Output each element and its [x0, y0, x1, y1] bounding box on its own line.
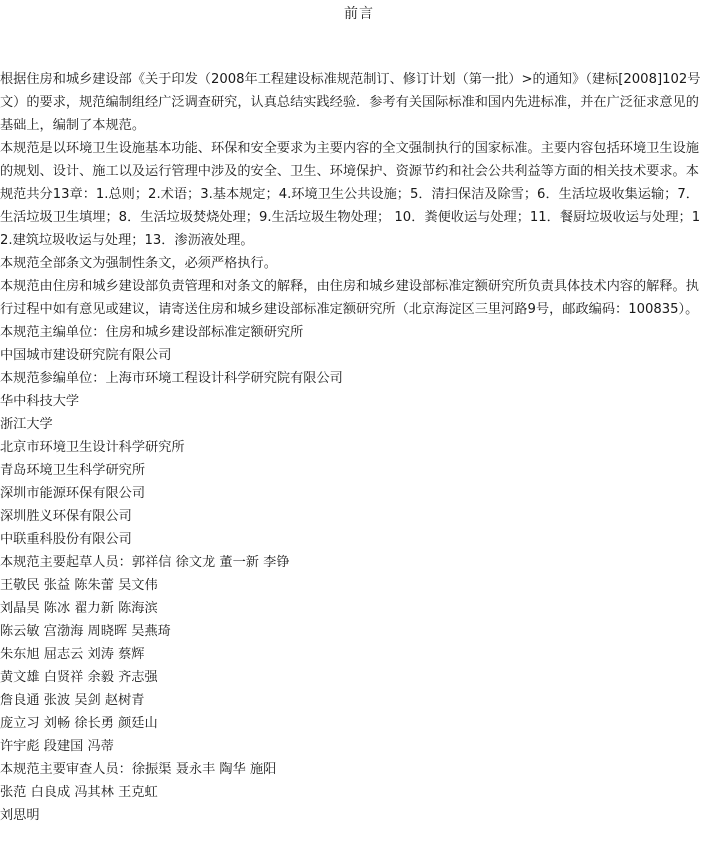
paragraph-management: 本规范由住房和城乡建设部负责管理和对条文的解释，由住房和城乡建设部标准定额研究所负责具体技术内容的解释。执行过程中如有意见或建议，请寄送住房和城乡建设部标准定额研究所（北京海淀区三里河路9号，邮政编码：100835）。 — [0, 279, 699, 317]
chief-editor-unit-line: 本规范主编单位：住房和城乡建设部标准定额研究所 — [0, 325, 304, 340]
participating-unit-line: 浙江大学 — [0, 417, 53, 432]
participating-unit-line: 深圳市能源环保有限公司 — [0, 486, 146, 501]
drafter-line: 王敬民 张益 陈朱蕾 吴文伟 — [0, 578, 158, 593]
reviewer-line: 刘思明 — [0, 808, 40, 823]
document-body — [0, 68, 712, 827]
drafter-line: 詹良通 张波 吴剑 赵树青 — [0, 693, 145, 708]
drafter-line: 黄文雄 白贤祥 余毅 齐志强 — [0, 670, 158, 685]
paragraph-basis: 根据住房和城乡建设部《关于印发（2008年工程建设标准规范制订、修订计划（第一批）>的通知》（建标[2008]102号文）的要求，规范编制组经广泛调查研究，认真总结实践经验．参考有关国际标准和国内先进标准，并在广泛征求意见的基础上，编制了本规范。 — [0, 72, 701, 133]
participating-unit-line: 深圳胜义环保有限公司 — [0, 509, 132, 524]
drafter-line: 朱东旭 屈志云 刘涛 蔡辉 — [0, 647, 145, 662]
participating-unit-line: 青岛环境卫生科学研究所 — [0, 463, 146, 478]
drafter-line: 刘晶昊 陈冰 翟力新 陈海滨 — [0, 601, 158, 616]
participating-unit-line: 中联重科股份有限公司 — [0, 532, 132, 547]
paragraph-mandatory: 本规范全部条文为强制性条文，必须严格执行。 — [0, 256, 277, 271]
reviewer-line: 张范 白良成 冯其林 王克虹 — [0, 785, 158, 800]
drafter-line: 陈云敏 宫渤海 周晓晖 吴燕琦 — [0, 624, 171, 639]
participating-unit-line: 本规范参编单位：上海市环境工程设计科学研究院有限公司 — [0, 371, 343, 386]
page-title: 前言 — [344, 6, 374, 22]
participating-unit-line: 北京市环境卫生设计科学研究所 — [0, 440, 185, 455]
drafter-line: 许宇彪 段建国 冯蒂 — [0, 739, 114, 754]
drafter-line: 庞立习 刘畅 徐长勇 颜廷山 — [0, 716, 158, 731]
chief-editor-unit-line: 中国城市建设研究院有限公司 — [0, 348, 172, 363]
paragraph-scope: 本规范是以环境卫生设施基本功能、环保和安全要求为主要内容的全文强制执行的国家标准。主要内容包括环境卫生设施的规划、设计、施工以及运行管理中涉及的安全、卫生、环境保护、资源节约和社会公共利益等方面的相关技术要求。本规范共分13章：1.总则；2.术语；3.基本规定；4.环境卫生公共设施；5．清扫保洁及除雪；6．生活垃圾收集运输；7．生活垃圾卫生填埋；8．生活垃圾焚烧处理；9.生活垃圾生物处理； 10．粪便收运与处理；11．餐厨垃圾收运与处理；12.建筑垃圾收运与处理；13．渗沥液处理。 — [0, 141, 701, 248]
reviewer-line: 本规范主要审查人员：徐振渠 聂永丰 陶华 施阳 — [0, 762, 277, 777]
drafter-line: 本规范主要起草人员：郭祥信 徐文龙 董一新 李铮 — [0, 555, 290, 570]
participating-unit-line: 华中科技大学 — [0, 394, 80, 409]
